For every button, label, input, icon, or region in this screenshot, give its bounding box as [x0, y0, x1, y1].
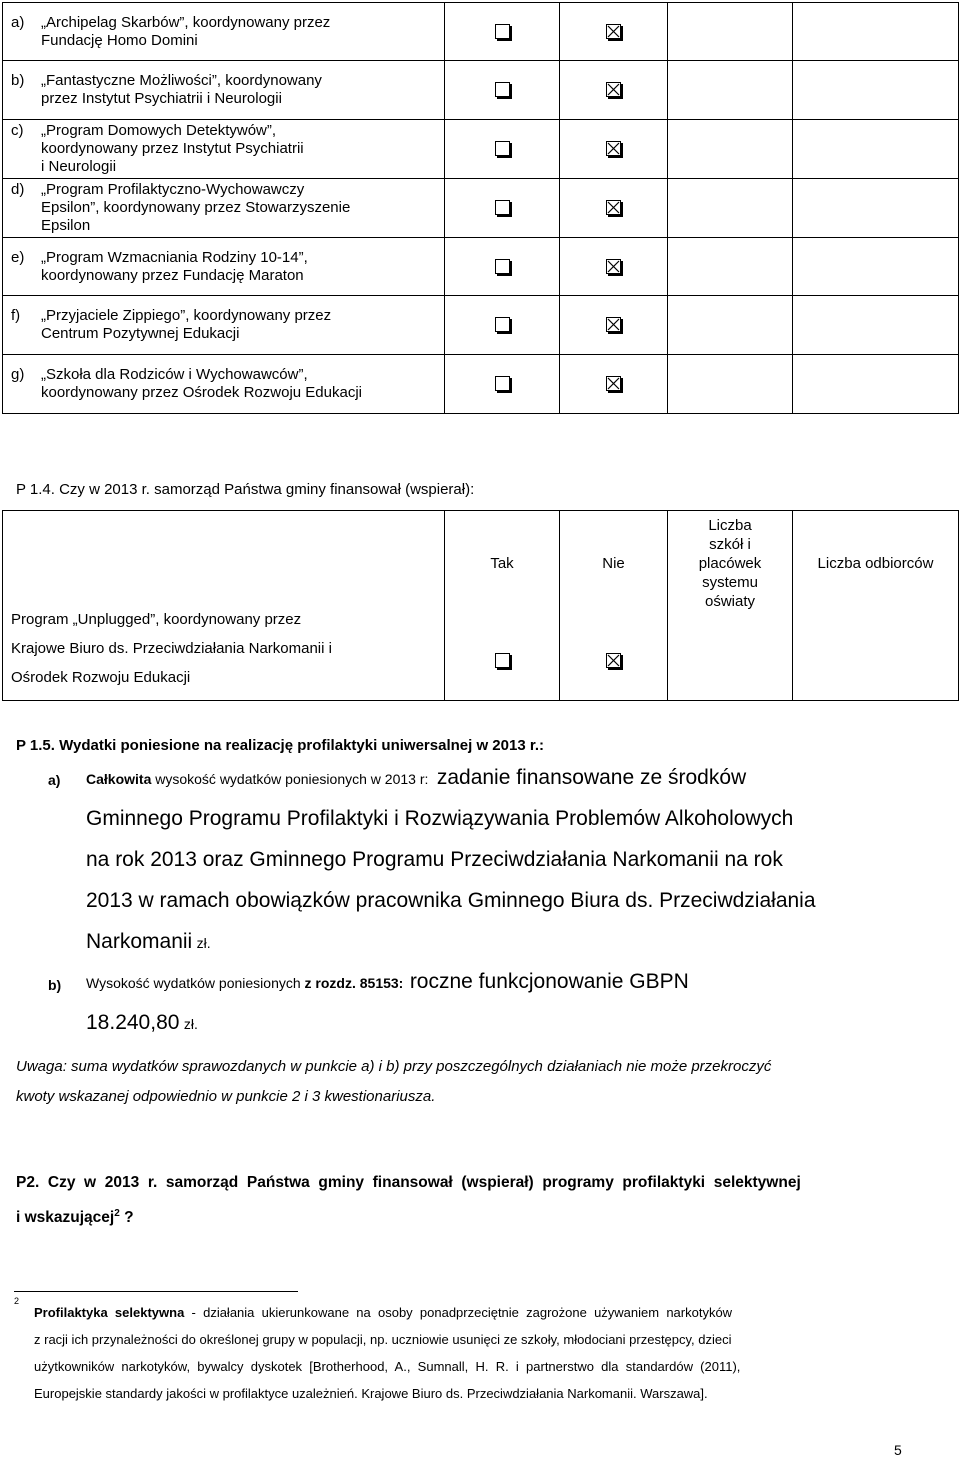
program-tak-checkbox[interactable]: [495, 259, 510, 274]
p14-schools-cell: [668, 511, 793, 701]
program-text: „Archipelag Skarbów”, koordynowany przez: [41, 13, 331, 31]
program-label: a): [11, 13, 25, 31]
program-text: „Fantastyczne Możliwości”, koordynowany: [41, 72, 322, 89]
p14-nie-checkbox[interactable]: [606, 653, 621, 668]
p14-tak-cell: [445, 511, 560, 701]
program-name-cell: [3, 355, 445, 414]
program-tak-cell: [445, 296, 560, 355]
p14-program-line: Krajowe Biuro ds. Przeciwdziałania Narkomanii i: [11, 640, 332, 657]
program-name-cell: [3, 3, 445, 61]
program-label: b): [11, 72, 25, 89]
footnote-line: Europejskie standardy jakości w profilaktyce uzależnień. Krajowe Biuro ds. Przeciwdziałania Narkomanii. Warszawa].: [34, 1386, 708, 1401]
footnote-separator: [14, 1291, 298, 1292]
p14-nie-cell: [560, 511, 668, 701]
p14-header-recipients: Liczba odbiorców: [817, 555, 934, 572]
program-line: [11, 307, 444, 325]
schools-header-line: systemu: [702, 574, 758, 591]
program-text: „Przyjaciele Zippiego”, koordynowany przez: [41, 307, 332, 324]
p15-b-first-line: [86, 970, 689, 994]
program-schools-cell: [668, 179, 793, 238]
program-nie-checkbox[interactable]: [606, 24, 621, 39]
program-row: [3, 3, 959, 61]
p14-program-line: Ośrodek Rozwoju Edukacji: [11, 669, 191, 686]
program-recipients-cell: [793, 179, 959, 238]
program-recipients-cell: [793, 61, 959, 120]
program-line: [11, 14, 444, 32]
program-line: [11, 72, 444, 90]
program-nie-cell: [560, 120, 668, 179]
program-nie-checkbox[interactable]: [606, 259, 621, 274]
p14-header-tak: Tak: [490, 555, 514, 572]
p14-header-schools: [668, 516, 792, 611]
program-text: „Szkoła dla Rodziców i Wychowawców”,: [41, 366, 308, 383]
program-row: [3, 238, 959, 296]
program-line: przez Instytut Psychiatrii i Neurologii: [41, 90, 282, 107]
program-recipients-cell: [793, 355, 959, 414]
program-line: Fundację Homo Domini: [41, 31, 198, 49]
p15-b-big: roczne funkcjonowanie GBPN: [409, 970, 689, 993]
program-nie-checkbox[interactable]: [606, 82, 621, 97]
note-line: kwoty wskazanej odpowiednio w punkcie 2 i 3 kwestionariusza.: [16, 1088, 436, 1105]
program-label: d): [11, 181, 25, 198]
schools-header-line: szkół i: [709, 536, 751, 553]
program-line: [11, 249, 444, 267]
program-line: [11, 181, 444, 199]
program-nie-checkbox[interactable]: [606, 200, 621, 215]
program-recipients-cell: [793, 296, 959, 355]
p15-a-big-line: zadanie finansowane ze środków: [436, 766, 747, 789]
p14-title: P 1.4. Czy w 2013 r. samorząd Państwa gminy finansował (wspierał):: [16, 481, 475, 498]
p15-b-unit: zł.: [183, 1016, 198, 1032]
p15-a-label: a): [48, 772, 61, 788]
program-tak-cell: [445, 179, 560, 238]
program-label: c): [11, 122, 24, 139]
program-nie-cell: [560, 179, 668, 238]
program-row: [3, 179, 959, 238]
program-tak-checkbox[interactable]: [495, 376, 510, 391]
program-tak-checkbox[interactable]: [495, 317, 510, 332]
note-line: Uwaga: suma wydatków sprawozdanych w punkcie a) i b) przy poszczególnych działaniach nie może przekroczyć: [16, 1058, 772, 1075]
p14-program-line: Program „Unplugged”, koordynowany przez: [11, 611, 302, 628]
program-line: [11, 122, 444, 140]
program-nie-cell: [560, 238, 668, 296]
program-tak-checkbox[interactable]: [495, 24, 510, 39]
p15-a-bold: Całkowita: [86, 771, 152, 787]
program-line: Epsilon: [41, 217, 91, 234]
program-nie-checkbox[interactable]: [606, 317, 621, 332]
program-tak-cell: [445, 355, 560, 414]
program-tak-checkbox[interactable]: [495, 200, 510, 215]
program-nie-cell: [560, 296, 668, 355]
program-recipients-cell: [793, 3, 959, 61]
program-nie-cell: [560, 3, 668, 61]
program-nie-checkbox[interactable]: [606, 376, 621, 391]
p14-program-cell: [3, 511, 445, 701]
program-schools-cell: [668, 355, 793, 414]
program-row: [3, 120, 959, 179]
program-name-cell: [3, 179, 445, 238]
footnote-line-rest: - działania ukierunkowane na osoby ponadprzeciętnie zagrożone używaniem narkotyków: [184, 1305, 733, 1320]
p15-a-unit: zł.: [196, 935, 211, 951]
program-line: Epsilon”, koordynowany przez Stowarzyszenie: [41, 199, 351, 216]
program-nie-cell: [560, 61, 668, 120]
program-row: [3, 355, 959, 414]
program-nie-cell: [560, 355, 668, 414]
schools-header-line: placówek: [698, 555, 762, 572]
p2-question-line1: P2. Czy w 2013 r. samorząd Państwa gminy finansował (wspierał) programy profilaktyki selektywnej: [16, 1174, 801, 1191]
program-name-cell: [3, 296, 445, 355]
program-line: Centrum Pozytywnej Edukacji: [41, 325, 240, 342]
p15-b-label: b): [48, 977, 62, 993]
program-schools-cell: [668, 238, 793, 296]
program-schools-cell: [668, 120, 793, 179]
program-text: „Program Profilaktyczno-Wychowawczy: [41, 181, 305, 198]
p2-footnote-ref: 2: [114, 1208, 120, 1219]
program-tak-cell: [445, 238, 560, 296]
program-label: e): [11, 248, 25, 266]
p15-a-big-line: Gminnego Programu Profilaktyki i Rozwiązywania Problemów Alkoholowych: [86, 807, 794, 830]
program-name-cell: [3, 61, 445, 120]
program-schools-cell: [668, 3, 793, 61]
p15-a-row: [48, 772, 60, 788]
program-text: „Program Domowych Detektywów”,: [41, 122, 277, 139]
footnote-line: użytkowników narkotyków, bywalcy dyskotek [Brotherhood, A., Sumnall, H. R. i partnerstwo dla standardów (2011),: [34, 1359, 741, 1374]
program-row: [3, 61, 959, 120]
program-tak-cell: [445, 61, 560, 120]
program-name-cell: [3, 238, 445, 296]
program-line: [11, 366, 444, 384]
program-schools-cell: [668, 296, 793, 355]
program-schools-cell: [668, 61, 793, 120]
p2-question-line2: [16, 1208, 134, 1227]
program-line: koordynowany przez Instytut Psychiatrii: [41, 140, 304, 157]
program-tak-checkbox[interactable]: [495, 82, 510, 97]
p15-a-last: Narkomanii: [86, 930, 193, 953]
p15-b-bold: z rozdz. 85153:: [304, 975, 404, 991]
program-line: i Neurologii: [41, 158, 117, 175]
p15-a-text: wysokość wydatków poniesionych w 2013 r:: [151, 771, 429, 787]
p15-a-last-line: [86, 930, 211, 954]
program-recipients-cell: [793, 238, 959, 296]
p15-a-first-line: [86, 766, 746, 790]
page-number: 5: [894, 1442, 902, 1458]
footnote-line: z racji ich przynależności do określonej grupy w populacji, np. uczniowie usunięci ze szkoły, młodociani przestępcy, dzieci: [34, 1332, 732, 1347]
schools-header-line: oświaty: [704, 593, 756, 610]
footnote-term: Profilaktyka selektywna: [34, 1305, 185, 1320]
p14-header-nie: Nie: [602, 555, 625, 572]
p2-line2-text: i wskazującej: [16, 1209, 115, 1227]
program-line: koordynowany przez Fundację Maraton: [41, 266, 304, 284]
p2-line2-end: ?: [119, 1209, 134, 1227]
program-text: „Program Wzmacniania Rodziny 10-14”,: [41, 248, 308, 266]
program-recipients-cell: [793, 120, 959, 179]
program-line: koordynowany przez Ośrodek Rozwoju Edukacji: [41, 384, 362, 401]
program-label: f): [11, 307, 21, 324]
p15-a-big-line: 2013 w ramach obowiązków pracownika Gminnego Biura ds. Przeciwdziałania: [86, 889, 816, 912]
p15-b-text: Wysokość wydatków poniesionych: [86, 975, 305, 991]
program-nie-checkbox[interactable]: [606, 141, 621, 156]
p15-title: P 1.5. Wydatki poniesione na realizację profilaktyki uniwersalnej w 2013 r.:: [16, 737, 544, 754]
footnote-line: [34, 1299, 910, 1326]
schools-header-line: Liczba: [708, 517, 752, 534]
p15-b-amount-line: [86, 1011, 198, 1035]
program-name-cell: [3, 120, 445, 179]
p14-recipients-cell: [793, 511, 959, 701]
p14-tak-checkbox[interactable]: [495, 653, 510, 668]
footnote-number: 2: [14, 1296, 20, 1306]
p15-b-amount: 18.240,80: [86, 1011, 180, 1034]
programs-table: [2, 2, 959, 414]
footnote-text: [34, 1299, 910, 1407]
program-tak-cell: [445, 3, 560, 61]
p14-table: [2, 510, 959, 701]
program-tak-cell: [445, 120, 560, 179]
p15-note: [16, 1052, 771, 1112]
program-tak-checkbox[interactable]: [495, 141, 510, 156]
p15-a-big-line: na rok 2013 oraz Gminnego Programu Przeciwdziałania Narkomanii na rok: [86, 848, 783, 871]
program-label: g): [11, 366, 25, 383]
program-row: [3, 296, 959, 355]
